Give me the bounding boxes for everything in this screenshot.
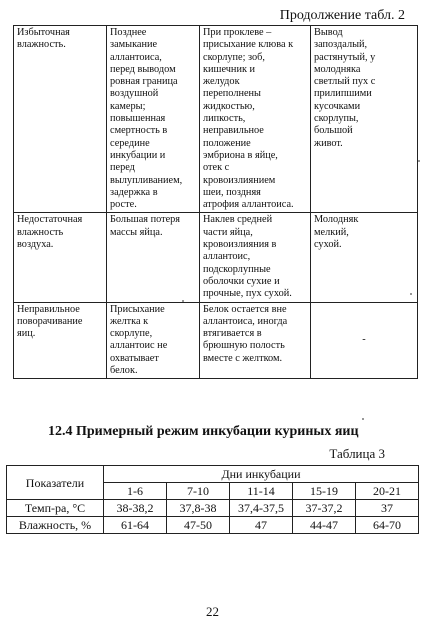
cell-line: брюшную полость <box>203 340 285 352</box>
cell-line: липкость, <box>203 113 246 125</box>
header-days: Дни инкубации <box>104 466 419 483</box>
cell-line: жидкостью, <box>203 100 255 112</box>
cell-line: кровоизлияния в <box>203 239 277 251</box>
cell-line: подскорлупные <box>203 263 271 275</box>
cell-line: скорлупе, <box>110 328 153 340</box>
cell-line: желудок <box>203 76 240 88</box>
cell-line: вместе с желтком. <box>203 352 283 364</box>
cell-line: - <box>362 334 366 346</box>
period-cell: 11-14 <box>230 483 293 500</box>
cell-line: яиц. <box>17 328 36 340</box>
cell-line: аллантоис не <box>110 340 168 352</box>
cell-line: Наклев средней <box>203 214 273 226</box>
header-indicator: Показатели <box>7 466 104 500</box>
cell-line: белок. <box>110 365 138 377</box>
cell-line: отек с <box>203 162 230 174</box>
cell-line: неправильное <box>203 125 264 137</box>
section-title: 12.4 Примерный режим инкубации куриных яиц <box>48 424 359 439</box>
cell-line: скорлупы, <box>314 113 359 125</box>
table-cell <box>200 213 311 302</box>
value-cell: 37 <box>356 500 419 517</box>
cell-line: переполнены <box>203 88 261 100</box>
value-cell: 44-47 <box>293 517 356 534</box>
scan-speck <box>410 293 412 295</box>
table-3-label: Таблица 3 <box>329 446 385 461</box>
row-name: Темп-ра, °С <box>7 500 104 517</box>
cell-line: замыкание <box>110 39 158 51</box>
cell-line: сухой. <box>314 239 342 251</box>
cell-line: воздушной <box>110 88 159 100</box>
table-row <box>14 213 418 302</box>
table-cell <box>107 302 200 379</box>
cell-line: массы яйца. <box>110 226 163 238</box>
cell-line: смертность в <box>110 125 168 137</box>
table-cell <box>200 26 311 213</box>
cell-line: Молодняк <box>314 214 359 226</box>
cell-line: кишечник и <box>203 63 256 75</box>
table-3-header-row <box>7 466 419 483</box>
cell-line: присыхание клюва к <box>203 39 294 51</box>
cell-line: влажность. <box>17 39 66 51</box>
cell-line: растянутый, у <box>314 51 376 63</box>
table-cell <box>311 26 418 213</box>
cell-line: повышенная <box>110 113 166 125</box>
value-cell: 47 <box>230 517 293 534</box>
scan-speck <box>418 160 420 162</box>
table-cell <box>14 302 107 379</box>
table-row <box>14 302 418 379</box>
cell-line: влажность <box>17 226 64 238</box>
cell-line: прилипшими <box>314 88 372 100</box>
table-3-row-humidity <box>7 517 419 534</box>
cell-line: молодняка <box>314 63 361 75</box>
cell-line: скорлупе; зоб, <box>203 51 265 63</box>
value-cell: 38-38,2 <box>104 500 167 517</box>
cell-line: мелкий, <box>314 226 349 238</box>
period-cell: 20-21 <box>356 483 419 500</box>
cell-line: кусочками <box>314 100 361 112</box>
value-cell: 64-70 <box>356 517 419 534</box>
table-row <box>14 26 418 213</box>
cell-line: эмбриона в яйце, <box>203 149 278 161</box>
value-cell: 61-64 <box>104 517 167 534</box>
cell-line: При проклеве – <box>203 27 272 38</box>
cell-line: Белок остается вне <box>203 303 287 315</box>
table-cell <box>14 213 107 302</box>
table-cell <box>311 213 418 302</box>
cell-line: поворачивание <box>17 315 83 327</box>
table-3-row-temperature <box>7 500 419 517</box>
cell-line: охватывает <box>110 352 159 364</box>
cell-line: прочные, пух сухой. <box>203 288 292 300</box>
table-cell <box>14 26 107 213</box>
table-cell <box>200 302 311 379</box>
scan-speck <box>182 300 184 302</box>
value-cell: 37,8-38 <box>167 500 230 517</box>
cell-line: светлый пух с <box>314 76 376 88</box>
cell-line: Вывод <box>314 27 343 38</box>
table-cell <box>107 213 200 302</box>
cell-line: инкубации и <box>110 149 166 161</box>
cell-line: аллантоиса, иногда <box>203 315 288 327</box>
cell-line: Недостаточная <box>17 214 83 226</box>
value-cell: 37,4-37,5 <box>230 500 293 517</box>
table-2-continuation <box>13 25 418 379</box>
cell-line: Избыточная <box>17 27 70 38</box>
scan-speck <box>362 418 364 420</box>
page-number: 22 <box>206 604 219 619</box>
cell-line: Присыхание <box>110 303 165 315</box>
cell-line: кровоизлиянием <box>203 174 276 186</box>
cell-line: части яйца, <box>203 226 253 238</box>
cell-line: живот. <box>314 137 343 149</box>
period-cell: 15-19 <box>293 483 356 500</box>
cell-line: задержка в <box>110 186 158 198</box>
continuation-caption: Продолжение табл. 2 <box>279 8 405 23</box>
cell-line: шеи, поздняя <box>203 186 261 198</box>
cell-line: желтка к <box>110 315 149 327</box>
period-cell: 7-10 <box>167 483 230 500</box>
cell-line: большой <box>314 125 353 137</box>
table-cell <box>311 302 418 379</box>
cell-line: Позднее <box>110 27 147 38</box>
cell-line: Неправильное <box>17 303 80 315</box>
cell-line: середине <box>110 137 150 149</box>
cell-line: воздуха. <box>17 239 54 251</box>
cell-line: ровная граница <box>110 76 178 88</box>
cell-line: перед <box>110 162 135 174</box>
value-cell: 47-50 <box>167 517 230 534</box>
cell-line: Большая потеря <box>110 214 181 226</box>
cell-line: аллантоиса, <box>110 51 162 63</box>
cell-line: втягивается в <box>203 328 262 340</box>
cell-line: перед выводом <box>110 63 176 75</box>
cell-line: камеры; <box>110 100 146 112</box>
cell-line: вылупливанием, <box>110 174 183 186</box>
cell-line: оболочки сухие и <box>203 275 280 287</box>
period-cell: 1-6 <box>104 483 167 500</box>
table-cell <box>107 26 200 213</box>
table-3-incubation-mode <box>6 465 419 534</box>
value-cell: 37-37,2 <box>293 500 356 517</box>
cell-line: положение <box>203 137 251 149</box>
cell-line: запоздалый, <box>314 39 368 51</box>
cell-line: аллантоис, <box>203 251 251 263</box>
cell-line: атрофия аллантоиса. <box>203 199 294 211</box>
row-name: Влажность, % <box>7 517 104 534</box>
cell-line: росте. <box>110 199 137 211</box>
